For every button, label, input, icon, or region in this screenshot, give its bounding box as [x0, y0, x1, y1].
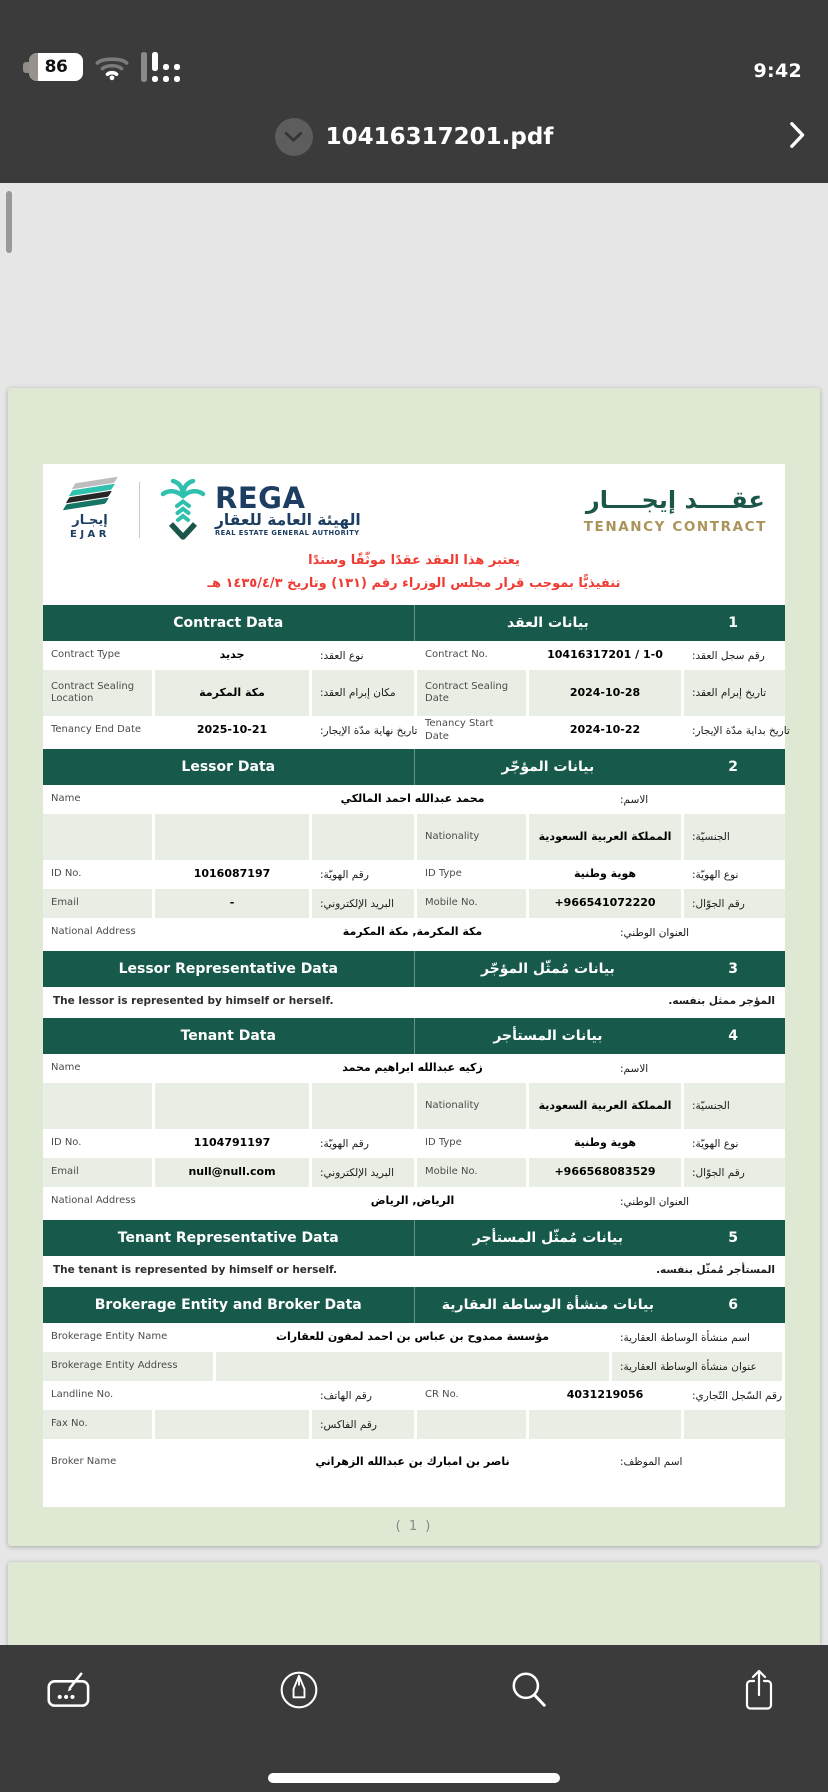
section-title-en: Contract Data — [173, 615, 284, 631]
cell-value: الرياض, الرياض — [370, 1194, 455, 1208]
cell-label-en: Landline No. — [51, 1389, 114, 1401]
pencil-tool-button[interactable] — [276, 1667, 322, 1713]
cell-label-en: CR No. — [425, 1389, 459, 1401]
cell-label-en: ID Type — [425, 868, 462, 880]
cell-label-en: Contract Sealing Date — [417, 670, 526, 716]
cell-label-en: ID No. — [51, 868, 82, 880]
search-icon — [508, 1669, 550, 1711]
cell-label-ar: رقم الهاتف: — [320, 1389, 372, 1402]
section-number: 6 — [728, 1297, 738, 1313]
cell-value: - — [155, 889, 309, 918]
cell-value: 4031219056 — [566, 1388, 644, 1402]
cell-value — [216, 1352, 609, 1381]
cell-label-ar: رقم الهويّة: — [320, 1137, 369, 1150]
rega-logo-subtitle: REAL ESTATE GENERAL AUTHORITY — [215, 529, 360, 538]
cell-value — [155, 1381, 309, 1410]
cell-label-en: Email — [43, 889, 152, 918]
table-row — [43, 918, 785, 947]
table-row — [43, 814, 785, 860]
table-row — [43, 860, 785, 889]
table-row — [43, 1439, 785, 1485]
cell-label-ar: رقم السّجل التّجاري: — [692, 1389, 783, 1402]
forward-chevron-button[interactable] — [789, 121, 806, 152]
clock: 9:42 — [753, 60, 802, 82]
cell-label-en: Nationality — [417, 1083, 526, 1129]
cell-label-en: Tenancy End Date — [51, 724, 142, 736]
logo-divider — [139, 482, 140, 538]
pdf-page-1 — [8, 388, 820, 1546]
ejar-logo-english: EJAR — [70, 529, 110, 540]
section-header — [43, 951, 785, 987]
table-row — [43, 1381, 785, 1410]
cell-label-en: Tenancy Start Date — [425, 718, 494, 742]
rega-logo — [158, 479, 361, 541]
battery-percent: 86 — [44, 57, 68, 77]
cell-value: ناصر بن امبارك بن عبدالله الزهراني — [315, 1454, 510, 1468]
table-row — [43, 716, 790, 745]
table-row — [43, 1054, 785, 1083]
cell-label-ar: العنوان الوطني: — [620, 1195, 690, 1208]
file-menu-chevron-button[interactable] — [275, 118, 313, 156]
section-title-en: Tenant Data — [180, 1028, 276, 1044]
cell-label-en: Brokerage Entity Name — [51, 1331, 168, 1343]
cell-value: 2024-10-22 — [569, 723, 641, 737]
section-header — [43, 605, 785, 641]
cell-value: null@null.com — [155, 1158, 309, 1187]
cell-label-ar: نوع العقد: — [320, 649, 364, 662]
cell-label-ar: رقم الجوّال: — [684, 1158, 785, 1187]
status-left-cluster — [22, 52, 187, 82]
table-row — [43, 1187, 785, 1216]
rega-logo-arabic: الهيئة العامة للعقار — [215, 511, 361, 530]
cell-value: 1016087197 — [193, 867, 271, 881]
cell-label-ar: نوع الهويّة: — [692, 1137, 739, 1150]
cell-label-ar: الاسم: — [620, 793, 649, 806]
cell-value: زكيه عبدالله ابراهيم محمد — [342, 1061, 483, 1075]
section-number: 5 — [728, 1230, 738, 1246]
markup-icon — [47, 1672, 91, 1708]
cell-label-en: Contract No. — [425, 649, 488, 661]
ejar-stripes-icon — [66, 480, 114, 510]
cell-label-en: Name — [51, 793, 81, 805]
cell-label-en: Broker Name — [51, 1455, 117, 1467]
section-title-en: Tenant Representative Data — [117, 1230, 339, 1246]
cell-value: مؤسسة ممدوح بن عباس بن احمد لمفون للعقارات — [275, 1330, 550, 1344]
status-bar — [0, 0, 828, 90]
wifi-icon — [95, 54, 129, 81]
cell-label-ar: تاريخ إبرام العقد: — [684, 670, 785, 716]
disclaimer-line-2: تنفيذيًّا بموجب قرار مجلس الوزراء رقم (١٣١) وتاريخ ١٤٣٥/٤/٣ هـ — [207, 576, 621, 591]
cell-label-en: Name — [51, 1062, 81, 1074]
section-title-ar: بيانات المستأجر — [493, 1028, 603, 1044]
cell-value: 10416317201 / 1-0 — [547, 648, 663, 662]
table-row — [43, 987, 785, 1014]
pdf-preview-area[interactable] — [0, 183, 828, 1645]
cell-label-ar: عنوان منشأة الوساطة العقارية: — [612, 1352, 782, 1381]
contract-document — [43, 464, 790, 1507]
note-en: The tenant is represented by himself or herself. — [53, 1263, 338, 1276]
cell-value: +966568083529 — [529, 1158, 681, 1187]
table-row — [43, 785, 785, 814]
cell-label-ar: تاريخ بداية مدّة الإيجار: — [692, 724, 790, 737]
cell-label-ar: نوع الهويّة: — [692, 868, 739, 881]
scroll-indicator[interactable] — [6, 191, 12, 253]
disclaimer — [43, 546, 785, 601]
section-title-en: Lessor Representative Data — [118, 961, 338, 977]
table-row — [43, 1158, 785, 1187]
section-title-en: Brokerage Entity and Broker Data — [94, 1297, 362, 1313]
rega-logo-name: REGA — [215, 480, 306, 515]
cell-value: 2024-10-28 — [529, 670, 681, 716]
section-title-ar: بيانات المؤجّر — [501, 759, 595, 775]
cell-label-ar: رقم الجوّال: — [684, 889, 785, 918]
cell-label-ar: البريد الإلكتروني: — [312, 1158, 414, 1187]
chevron-right-icon — [789, 121, 806, 148]
cell-value: مكة المكرمة, مكة المكرمة — [342, 925, 483, 939]
cell-label-en: Mobile No. — [417, 1158, 526, 1187]
cell-value: +966541072220 — [529, 889, 681, 918]
page-number: ( 1 ) — [395, 1519, 433, 1534]
cell-label-en: Nationality — [417, 814, 526, 860]
ejar-logo — [59, 480, 121, 540]
disclaimer-line-1: يعتبر هذا العقد عقدًا موثّقًا وسندًا — [308, 553, 520, 568]
cell-value: مكة المكرمة — [155, 670, 309, 716]
table-row — [43, 889, 785, 918]
file-title[interactable]: 10416317201.pdf — [325, 123, 554, 150]
section-title-ar: بيانات منشأة الوساطة العقارية — [441, 1297, 654, 1313]
cell-label-ar: اسم الموظف: — [620, 1456, 683, 1468]
table-row — [43, 1083, 785, 1129]
table-row — [43, 1352, 785, 1381]
cell-value: هوية وطنية — [574, 867, 637, 881]
home-indicator[interactable] — [268, 1773, 560, 1783]
section-number: 2 — [728, 759, 738, 775]
pdf-page-2 — [8, 1562, 820, 1645]
cell-label-en: Mobile No. — [417, 889, 526, 918]
contract-title-block — [584, 486, 769, 535]
cell-label-en: National Address — [51, 1195, 136, 1207]
cell-value: محمد عبدالله احمد المالكي — [340, 792, 485, 806]
section-header — [43, 1220, 785, 1256]
table-row — [43, 1323, 785, 1352]
cell-label-ar: رقم الفاكس: — [312, 1410, 414, 1439]
rega-palm-icon — [158, 479, 208, 541]
section-number: 1 — [728, 615, 738, 631]
cell-value: جديد — [219, 648, 245, 662]
section-title-ar: بيانات العقد — [506, 615, 589, 631]
cell-label-en: Email — [43, 1158, 152, 1187]
cell-label-en: Brokerage Entity Address — [43, 1352, 213, 1381]
markup-button[interactable] — [46, 1667, 92, 1713]
section-header — [43, 749, 785, 785]
table-row — [43, 670, 785, 716]
document-header — [43, 464, 785, 546]
cell-label-ar: رقم سجل العقد: — [692, 649, 765, 662]
cell-label-en: Contract Type — [51, 649, 121, 661]
cell-label-en: ID No. — [51, 1137, 82, 1149]
pencil-tip-icon — [278, 1669, 320, 1711]
battery-indicator — [29, 53, 83, 81]
table-row — [43, 1410, 785, 1439]
ejar-logo-arabic: إيجـار — [72, 513, 108, 528]
section-title-ar: بيانات مُمثّل المؤجّر — [480, 961, 615, 977]
cell-value: 2025-10-21 — [196, 723, 268, 737]
note-ar: المستأجر مُمثّل بنفسه. — [656, 1263, 775, 1276]
cell-label-ar: العنوان الوطني: — [620, 926, 690, 939]
cell-label-en: Fax No. — [43, 1410, 152, 1439]
section-header — [43, 1018, 785, 1054]
cell-label-en: Contract Sealing Location — [43, 670, 152, 716]
cellular-signal-icon — [141, 52, 187, 82]
share-icon — [740, 1667, 778, 1713]
section-title-en: Lessor Data — [181, 759, 276, 775]
file-header — [0, 90, 828, 183]
cell-label-en: National Address — [51, 926, 136, 938]
contract-sections — [43, 605, 790, 1485]
contract-title-arabic: عقــــد إيجــــار — [585, 485, 765, 514]
cell-value: 1104791197 — [193, 1136, 271, 1150]
cell-value: المملكة العربية السعودية — [529, 814, 681, 860]
note-ar: المؤجر ممثل بنفسه. — [668, 994, 775, 1007]
cell-label-ar: مكان إبرام العقد: — [312, 670, 414, 716]
table-row — [43, 1256, 785, 1283]
share-button[interactable] — [736, 1667, 782, 1713]
section-number: 3 — [728, 961, 738, 977]
note-en: The lessor is represented by himself or herself. — [53, 994, 334, 1007]
cell-label-ar: الجنسيّة: — [684, 814, 785, 860]
cell-label-ar: البريد الإلكتروني: — [312, 889, 414, 918]
section-number: 4 — [728, 1028, 738, 1044]
cell-value: المملكة العربية السعودية — [529, 1083, 681, 1129]
cell-label-ar: الجنسيّة: — [684, 1083, 785, 1129]
contract-title-english: TENANCY CONTRACT — [583, 518, 767, 535]
cell-value: هوية وطنية — [574, 1136, 637, 1150]
cell-value — [155, 1410, 309, 1439]
cell-label-en: ID Type — [425, 1137, 462, 1149]
cell-label-ar: الاسم: — [620, 1062, 649, 1075]
table-row — [43, 641, 785, 670]
cell-label-ar: اسم منشأة الوساطة العقارية: — [620, 1331, 750, 1344]
search-button[interactable] — [506, 1667, 552, 1713]
table-row — [43, 1129, 785, 1158]
toolbar — [0, 1645, 828, 1792]
cell-label-ar: رقم الهويّة: — [320, 868, 369, 881]
section-header — [43, 1287, 785, 1323]
section-title-ar: بيانات مُمثّل المستأجر — [472, 1230, 624, 1246]
cell-label-ar: تاريخ نهاية مدّة الإيجار: — [320, 724, 418, 737]
chevron-down-icon — [285, 132, 302, 142]
